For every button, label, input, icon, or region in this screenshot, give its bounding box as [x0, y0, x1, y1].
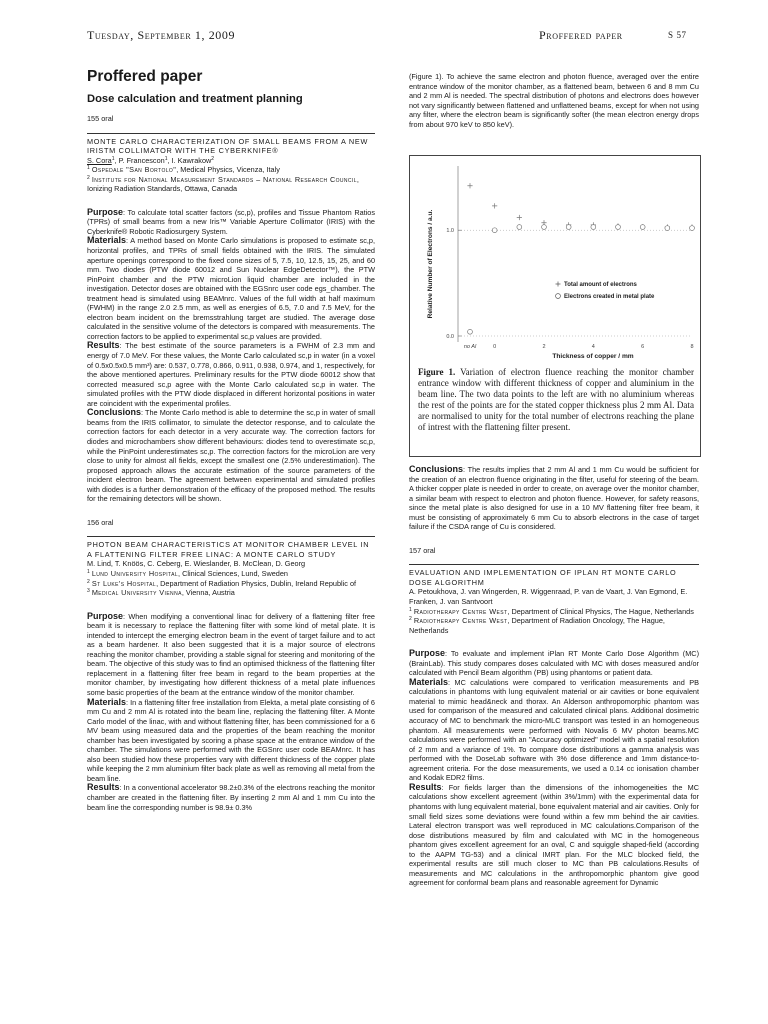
- data-point-total: [492, 203, 497, 208]
- abstract-156-number: 156 oral: [87, 517, 114, 527]
- author: P. Francescon: [118, 155, 165, 165]
- figure-1-caption: Figure 1. Variation of electron fluence reaching the monitor chamber entrance window with different thickness of copper and aluminium in the beam line. The two data points to the left are with no aluminium whereas the rest of the points are for the stated copper thickness plus 2 mm Al. Data are normalised to unity for the total number of electrons reaching the plane of intrest with the flattening filter present.: [418, 367, 694, 433]
- x-axis-label: Thickness of copper / mm: [552, 353, 634, 360]
- abstract-155-rule: [87, 133, 375, 134]
- legend-marker-metal-plate: [556, 294, 561, 299]
- data-point-metal-plate: [517, 225, 522, 230]
- abstract-155-number: 155 oral: [87, 114, 114, 123]
- continued-text: (Figure 1). To achieve the same electron and photon fluence, averaged over the entire entrance window of the monitor chamber, as a flattened beam, between 6 and 8 mm Cu and 2 mm Al is needed. The spectral distribution of photons and electrons does however not vary significantly between flattened and unflattened beams, except for when not using any filter, where the electron beam is significantly softer (the mean electron energy drops from about 970 keV to 850 keV).: [409, 72, 699, 129]
- legend-label: Total amount of electrons: [564, 282, 637, 289]
- right-column-bottom: [409, 465, 699, 888]
- data-point-metal-plate: [591, 225, 596, 230]
- abstract-157-number: 157 oral: [409, 545, 436, 555]
- data-point-metal-plate: [542, 225, 547, 230]
- legend-marker-total: [556, 282, 561, 287]
- abstract-155-purpose: Purpose: To calculate total scatter factors (sc,p), profiles and Tissue Phantom Ratios (TPRs) of small beams from a new Iris™ Variable Aperture Collimator (IRIS) with the Cyberknife® Robotic Radiosurgery System.: [87, 206, 375, 236]
- abstract-156-materials: Materials: In a flattening filter free installation from Elekta, a metal plate consisting of 6 mm Cu and 2 mm Al is rotated into the beam line, replacing the flattening filter. A Monte Carlo model of the linac, with and without flattening filter, has been commissioned for a 6 MV beam using measured data and the properties of the beam reaching the monitor chamber has been investigated by scoring a phase space at the entrance window of the chamber. The simulations were performed with the EGSnrc user code BEAMnrc. It has also been studied how these properties vary with different thickness of the copper plate while keeping the 2 mm aluminium filter back plate as well as removing all metal from the beam line.: [87, 696, 375, 783]
- running-header-section: Proffered paper: [539, 28, 623, 42]
- abstract-155-affiliation-1: $^1$ Ospedale "San Bortolo", Medical Physics, Vicenza, Italy: [87, 165, 280, 175]
- author: I. Kawrakow: [171, 155, 212, 165]
- abstract-157-results: Results: For fields larger than the dimensions of the inhomogeneities the MC calculations show excellent agreement (within 3%/1mm) with the experimental data for phantoms with lung equivalent material, bone equivalent material and air cavities. Only for small field sizes some deviations were found within a few mm behind the air cavities. Lateral electron transport was well reproduced in MC calculations.Comparison of the dose distributions measured by film and calculated with MC in the homogeneous phantom gives excellent agreement for an oval, C and squiggle shaped-field (according to the AAPM TG-53) and a clinical IMRT plan. For the MLC blocked field, the experimental results are still much closer to MC than PB calculations.Results of measurements and MC calculations in the anthropomorphic phantom give good agreement for conformal beam plans and reasonable agreement for Dynamic: [409, 781, 700, 888]
- abstract-157-affiliation-2: $^2$ Radiotherapy Centre West, Department of Radiation Oncology, The Hague, Netherlands: [409, 616, 665, 635]
- abstract-156-affiliation-1: $^1$ Lund University Hospital, Clinical Sciences, Lund, Sweden: [87, 568, 288, 578]
- data-point-metal-plate: [468, 329, 473, 334]
- data-point-metal-plate: [640, 225, 645, 230]
- abstract-157-title: EVALUATION AND IMPLEMENTATION OF IPLAN RT MONTE CARLO DOSE ALGORITHM: [409, 568, 677, 587]
- data-point-metal-plate: [665, 226, 670, 231]
- x-tick-label: 0: [493, 344, 497, 350]
- abstract-155-conclusions: Conclusions: The Monte Carlo method is able to determine the sc,p in water of small beams from the IRIS collimator, to simulate the detector response, and to calculate the correction factors for each detector in a very accurate way. The correction factors for diodes and microchambers show different behaviours: diodes tend to overestimate sc,p, while the PinPoint underestimates sc,p. The correction factors for the microLion are very close to unity for almost all fields, except the smallest one (2.5% underestimation). The proposed approach allows the accurate estimation of the source parameters of the incident electron beam. The agreement between experimental and simulated profiles with diodes is a further demonstration of the efficacy of the proposed method. The results for the remaining detectors will be shown.: [87, 407, 375, 504]
- legend-label: Electrons created in metal plate: [564, 294, 655, 301]
- abstract-156-purpose: Purpose: When modifying a conventional linac for delivery of a flattening filter free beam it is necessary to replace the flattening filter with some kind of metal plate. It is intended to intercept the emerging electron beam in the event of target failure and to act as a beam hardener. It also been suggested that it is a major source of electrons reaching the monitor chamber, providing a stable signal for steering and monitoring of the beam. The objective of this study was to find an optimised thickness of the flattening filter replacement in a flattening filter free beam in regard to the beam properties at the monitor chamber, by investigating how different thickness of a metal plate influences some basic properties of the beam at the entrance window of the monitor chamber.: [87, 610, 375, 697]
- y-axis-label: Relative Number of Electrons / a.u.: [427, 209, 434, 319]
- abstract-157-rule: [409, 564, 699, 565]
- right-column-top: [409, 72, 699, 129]
- abstract-156-authors: M. Lind, T. Knöös, C. Ceberg, E. Wieslander, B. McClean, D. Georg: [87, 559, 306, 569]
- abstract-156-conclusions: Conclusions: The results implies that 2 mm Al and 1 mm Cu would be sufficient for the creation of an electron fluence originating in the filter, useful for steering of the beam. A thicker copper plate is needed in order to create, on average over the monitor chamber, a similar beam with respect to electron and photon fluence. However, for safety reasons, since the metal plate is also designed for use in a 10 MV flattening filter free beam, it must be consisting of approximately 6 mm Cu to absorb electrons in the case of target failure if the CSDA range of Cu is considered.: [409, 464, 699, 532]
- abstract-155-title: MONTE CARLO CHARACTERIZATION OF SMALL BEAMS FROM A NEW IRISTM COLLIMATOR WITH THE CYBERKNIFE®: [87, 136, 369, 156]
- x-tick-label: 6: [641, 344, 645, 350]
- page-number: S 57: [668, 30, 687, 40]
- abstract-155-authors: S. Cora$^1$, P. Francescon$^1$, I. Kawrakow$^2$: [87, 155, 215, 165]
- electron-fluence-chart: [410, 156, 700, 366]
- data-point-total: [517, 215, 522, 220]
- section-subtitle: Dose calculation and treatment planning: [87, 93, 303, 105]
- data-point-metal-plate: [492, 228, 497, 233]
- abstract-156-affiliation-3: $^3$ Medical University Vienna, Vienna, Austria: [87, 588, 235, 598]
- data-point-total: [467, 183, 472, 188]
- running-header-date: Tuesday, September 1, 2009: [87, 28, 236, 42]
- x-tick-label: 8: [690, 344, 694, 350]
- abstract-155-results: Results: The best estimate of the source parameters is a FWHM of 2.3 mm and energy of 7.0 MeV. For these values, the Monte Carlo calculated sc,p in water (in a voxel of 0.5x0.5x0.5 mm³) are: 0.537, 0.778, 0.866, 0.911, 0.938, 0.974, and 1, respectively, for the above mentioned apertures. Preliminary results for the PTW diode 60012 show that corrected measured sc,p agree with the Monte Carlo calculated sc,p in water. The simulated profiles with the PTW diode displaced in different horizontal positions in water are coincident with the experimental profiles.: [87, 340, 375, 408]
- figure-1: [409, 155, 701, 457]
- abstract-157-affiliation-1: $^1$ Radiotherapy Centre West, Department of Clinical Physics, The Hague, Netherlands: [409, 606, 694, 616]
- data-point-metal-plate: [566, 225, 571, 230]
- data-point-metal-plate: [616, 225, 621, 230]
- section-title: Proffered paper: [87, 68, 203, 85]
- presenting-author: S. Cora: [87, 155, 112, 165]
- abstract-157-authors: A. Petoukhova, J. van Wingerden, R. Wiggenraad, P. van de Vaart, J. Van Egmond, E. Franken, J. van Santvoort: [409, 587, 688, 607]
- x-tick-label: 4: [591, 344, 595, 350]
- abstract-156-rule: [87, 536, 375, 537]
- abstract-156-affiliation-2: $^2$ St Luke's Hospital, Department of Radiation Physics, Dublin, Ireland Republic of: [87, 578, 357, 588]
- x-tick-label: no Al: [463, 344, 477, 350]
- left-column: [87, 68, 375, 812]
- abstract-156-title: PHOTON BEAM CHARACTERISTICS AT MONITOR CHAMBER LEVEL IN A FLATTENING FILTER FREE LINAC: A MONTE CARLO STUDY: [87, 540, 370, 559]
- x-tick-label: 2: [542, 344, 546, 350]
- abstract-155-affiliation-2: $^2$ Institute for National Measurement Standards – National Research Council, Ionizing Radiation Standards, Ottawa, Canada: [87, 174, 359, 194]
- abstract-157-materials: Materials: MC calculations were compared to verification measurements and PB calculations in phantoms with lung equivalent material or air cavities or bone equivalent material to mimic head&neck and thorax. An Alderson anthropomorphic phantom was used for comparison of the measured and calculated clinical plans. Additional dosimetric accuracy of MC to benchmark the micro-MLC transport was tested in an homogeneous phantom. All measurements were performed with Novalis 6 MV photon beams.MC calculations were performed with an "Accuracy optimized" model with a spatial resolution of 2 mm and a variance of 1%. To compare dose distributions a gamma analysis was performed with the DoseLab software with 3% dose difference and 1mm distance-to-agreement criteria. For the dose measurements, we used a 0.14 cc ionisation chamber and Kodak EDR2 films.: [409, 676, 699, 783]
- abstract-156-results: Results: In a conventional accelerator 98.2±0.3% of the electrons reaching the monitor chamber are created in the flattening filter. By inserting 2 mm Al and 1 mm Cu into the beam line the corresponding number is 98.9± 0.3%: [87, 782, 375, 812]
- abstract-157-purpose: Purpose: To evaluate and implement iPlan RT Monte Carlo Dose Algorithm (MC) (BrainLab). This study compares doses calculated with MC with doses measured and/or calculated with Pencil Beam algorithm (PB) using phantoms or patient data.: [409, 648, 699, 678]
- data-point-metal-plate: [690, 226, 695, 231]
- abstract-155-materials: Materials: A method based on Monte Carlo simulations is proposed to estimate sc,p, horizontal profiles, and TPRs of small fields obtained with the IRIS. The simulated aperture openings correspond to the fixed cone sizes of 5, 7.5, 10, 12.5, 15, 25, and 60 mm. Two diodes (PTW diode 60012 and Sun Nuclear EdgeDetector™), the PTW PinPoint chamber and the PTW microLion liquid chamber are included in the investigation. Detector doses are obtained with the EGSnrc user code egs_chamber. The treatment head is simulated using BEAMnrc. Values of the full width at half maximum (FWHM) in the range 2.0 2.5 mm, as well as energies of 6.5, 7.0 and 7.5 MeV, for the electron beam incident on the bremsstrahlung target are studied. The average dose calculated in the sensitive volume of the detectors is compared with measurements. The correction factors to be applied to experimental sc,p values are provided.: [87, 235, 375, 341]
- y-tick-label: 0.0: [446, 334, 454, 340]
- y-tick-label: 1.0: [446, 228, 454, 235]
